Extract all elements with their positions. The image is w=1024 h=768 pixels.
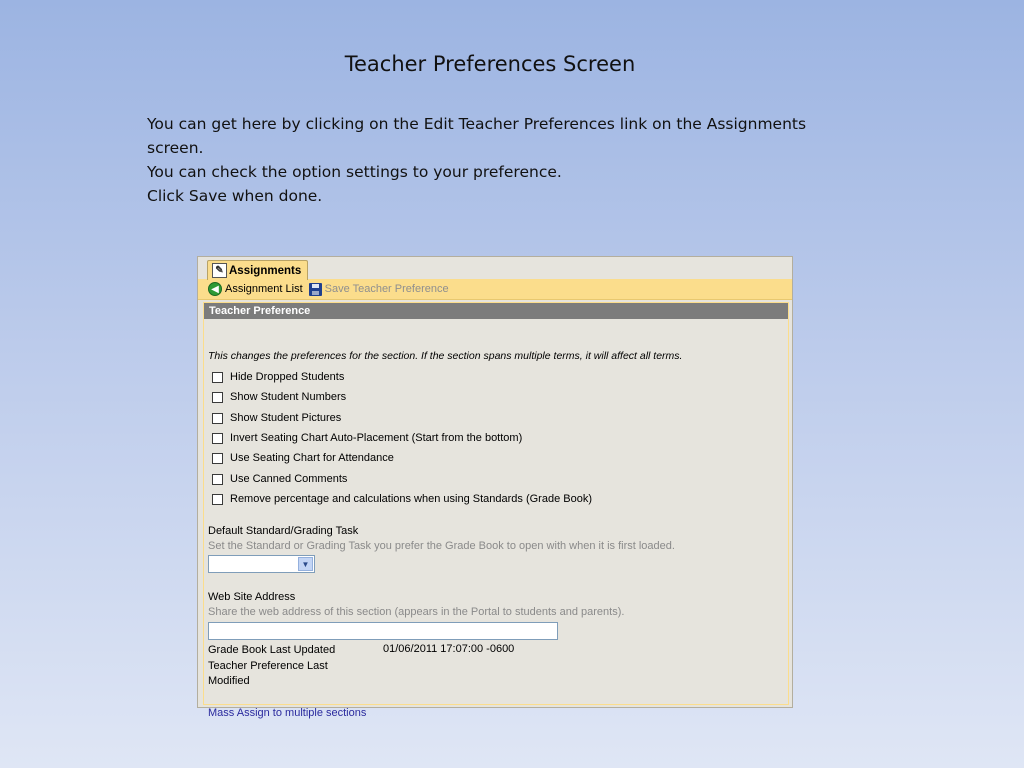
checkbox[interactable] (212, 372, 223, 383)
instruction-line: You can get here by clicking on the Edit Teacher Preferences link on the Assignments screen. (147, 115, 807, 157)
default-task-label: Default Standard/Grading Task (208, 525, 359, 537)
app-screenshot (197, 256, 793, 719)
website-input[interactable] (208, 622, 558, 640)
instruction-line: Click Save when done. (147, 187, 323, 205)
option-label: Invert Seating Chart Auto-Placement (Start from the bottom) (230, 432, 523, 444)
save-preference-label: Save Teacher Preference (324, 283, 449, 295)
option-label: Show Student Pictures (230, 412, 342, 424)
option-hide-dropped-students[interactable] (212, 371, 344, 383)
option-remove-percentage[interactable] (212, 493, 592, 505)
website-label: Web Site Address (208, 591, 296, 603)
tab-bar (198, 257, 792, 279)
checkbox[interactable] (212, 494, 223, 505)
default-task-select[interactable] (208, 555, 315, 573)
slide-instructions (147, 112, 847, 208)
default-task-hint: Set the Standard or Grading Task you prefer the Grade Book to open with when it is first loaded. (208, 540, 675, 552)
option-canned-comments[interactable] (212, 473, 347, 485)
option-label: Show Student Numbers (230, 391, 347, 403)
assignment-list-label: Assignment List (225, 283, 303, 295)
save-preference-button[interactable] (309, 283, 449, 296)
checkbox[interactable] (212, 433, 223, 444)
slide-title: Teacher Preferences Screen (344, 52, 636, 76)
save-disk-icon (309, 283, 322, 296)
checkbox[interactable] (212, 474, 223, 485)
instruction-line: You can check the option settings to your preference. (147, 163, 562, 181)
chevron-down-icon[interactable]: ▼ (298, 557, 313, 571)
option-show-student-pictures[interactable] (212, 412, 341, 424)
notepad-icon: ✎ (212, 263, 227, 278)
checkbox[interactable] (212, 453, 223, 464)
assignment-list-button[interactable] (208, 282, 303, 296)
option-show-student-numbers[interactable] (212, 391, 346, 403)
tab-assignments[interactable] (207, 260, 308, 280)
option-label: Use Seating Chart for Attendance (230, 452, 394, 464)
option-seating-chart-attendance[interactable] (212, 452, 394, 464)
option-label: Remove percentage and calculations when using Standards (Grade Book) (230, 493, 592, 505)
tab-label: Assignments (229, 264, 302, 277)
toolbar (198, 279, 792, 300)
option-invert-seating-chart[interactable] (212, 432, 522, 444)
mass-assign-link[interactable]: Mass Assign to multiple sections (208, 707, 367, 719)
preference-modified-label: Teacher Preference Last Modified (208, 660, 328, 687)
option-label: Use Canned Comments (230, 473, 348, 485)
back-arrow-icon: ◀ (208, 282, 222, 296)
teacher-preference-panel (203, 302, 789, 719)
option-label: Hide Dropped Students (230, 371, 345, 383)
gradebook-updated-value: 01/06/2011 17:07:00 -0600 (383, 643, 515, 655)
checkbox[interactable] (212, 392, 223, 403)
website-hint: Share the web address of this section (appears in the Portal to students and parents). (208, 606, 625, 618)
section-header: Teacher Preference (204, 303, 788, 319)
checkbox[interactable] (212, 413, 223, 424)
gradebook-updated-label: Grade Book Last Updated (208, 644, 336, 656)
section-description: This changes the preferences for the section. If the section spans multiple terms, it will affect all terms. (208, 350, 683, 362)
